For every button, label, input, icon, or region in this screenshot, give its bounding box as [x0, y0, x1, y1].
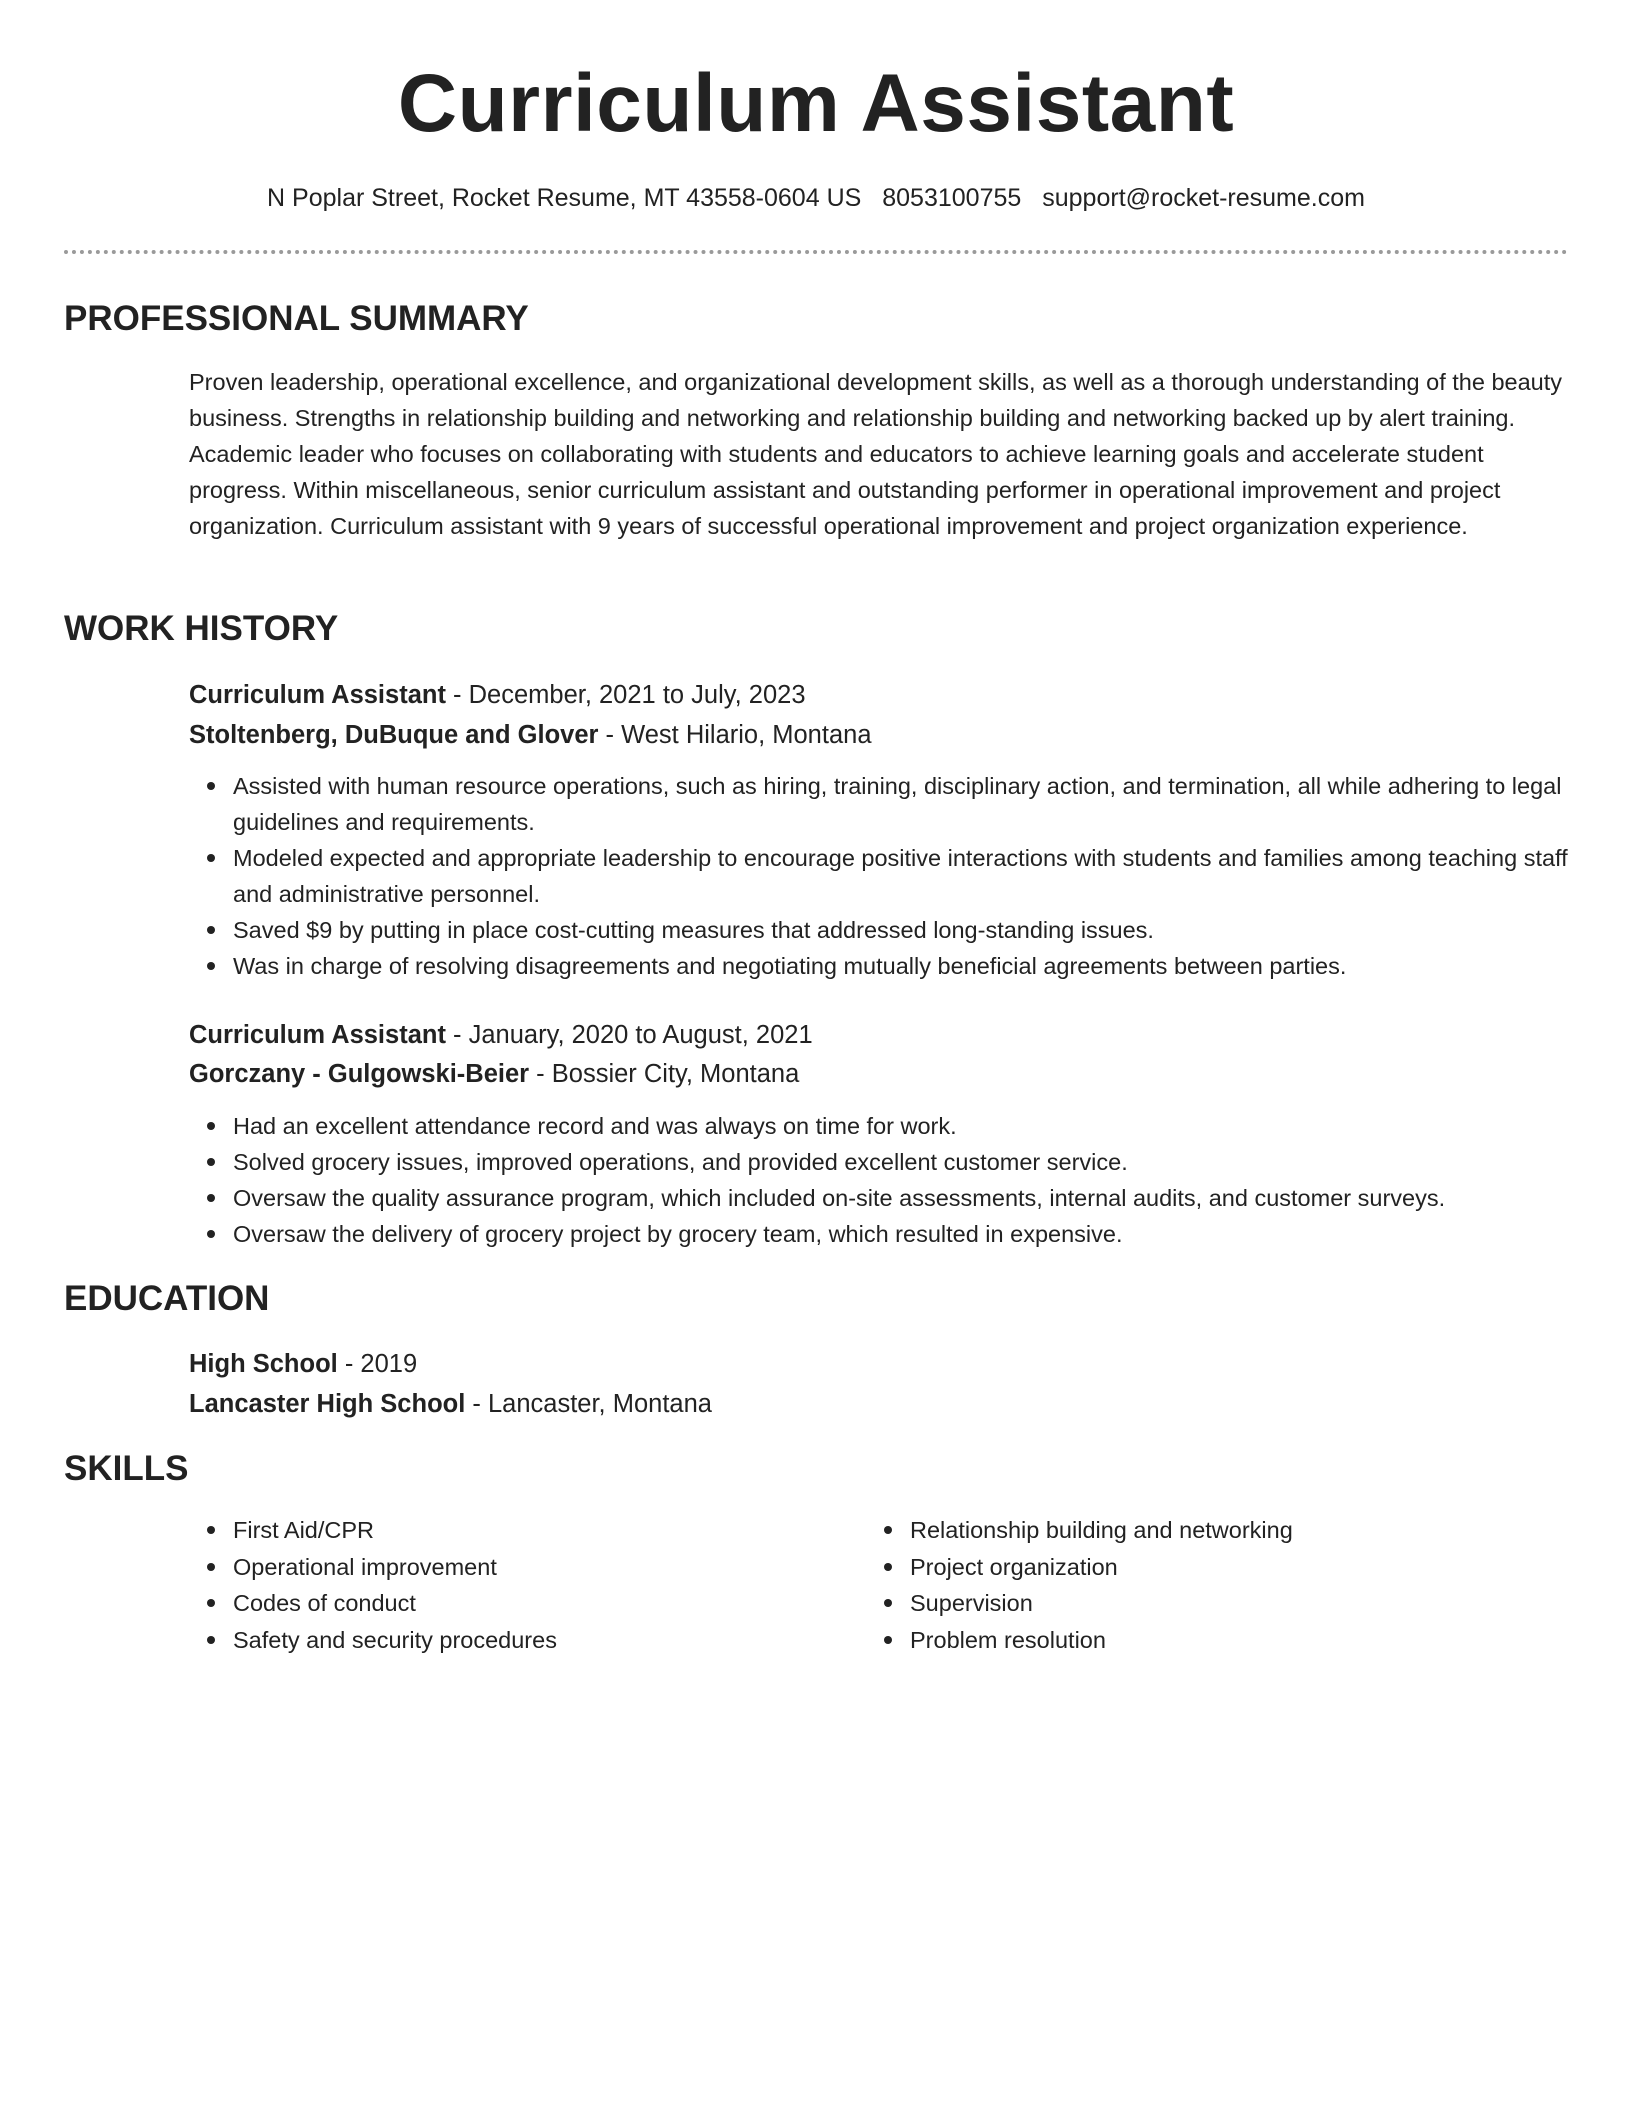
- education-location: - Lancaster, Montana: [465, 1390, 712, 1418]
- job-1-bullets: [189, 768, 1569, 984]
- education-degree: High School: [189, 1350, 338, 1378]
- list-item: Was in charge of resolving disagreements and negotiating mutually beneficial agreements between parties.: [233, 948, 1569, 984]
- list-item: Oversaw the quality assurance program, which included on-site assessments, internal audits, and customer surveys.: [233, 1180, 1569, 1216]
- job-2-company: Gorczany - Gulgowski-Beier: [189, 1060, 530, 1088]
- job-2-company-line: [189, 1056, 799, 1092]
- section-title-education: EDUCATION: [64, 1279, 270, 1318]
- contact-email: support@rocket-resume.com: [1042, 184, 1365, 212]
- list-item: Had an excellent attendance record and was always on time for work.: [233, 1108, 1569, 1144]
- education-school: Lancaster High School: [189, 1390, 466, 1418]
- job-1-company: Stoltenberg, DuBuque and Glover: [189, 721, 599, 749]
- job-2-title-line: [189, 1017, 813, 1053]
- list-item: Solved grocery issues, improved operations, and provided excellent customer service.: [233, 1144, 1569, 1180]
- resume-name: Curriculum Assistant: [397, 58, 1235, 149]
- job-1-location: - West Hilario, Montana: [598, 721, 872, 749]
- skill-item: Project organization: [910, 1549, 1566, 1586]
- header-divider: [64, 250, 1568, 254]
- section-title-skills: SKILLS: [64, 1449, 189, 1488]
- section-title-work: WORK HISTORY: [64, 609, 339, 648]
- skills-list-left: [189, 1512, 849, 1658]
- job-2-position: Curriculum Assistant: [189, 1021, 446, 1049]
- education-school-line: [189, 1386, 712, 1422]
- contact-address: N Poplar Street, Rocket Resume, MT 43558-0604 US: [267, 184, 862, 212]
- job-1-title-line: [189, 677, 806, 713]
- list-item: Oversaw the delivery of grocery project by grocery team, which resulted in expensive.: [233, 1216, 1569, 1252]
- job-1-dates: - December, 2021 to July, 2023: [445, 681, 806, 709]
- skill-item: First Aid/CPR: [233, 1512, 849, 1549]
- skill-item: Problem resolution: [910, 1622, 1566, 1659]
- skill-item: Relationship building and networking: [910, 1512, 1566, 1549]
- skill-item: Safety and security procedures: [233, 1622, 849, 1659]
- skill-item: Codes of conduct: [233, 1585, 849, 1622]
- contact-line: [0, 180, 1632, 216]
- job-2-dates: - January, 2020 to August, 2021: [445, 1021, 813, 1049]
- skill-item: Operational improvement: [233, 1549, 849, 1586]
- contact-phone: 8053100755: [882, 184, 1022, 212]
- section-title-summary: PROFESSIONAL SUMMARY: [64, 299, 529, 338]
- job-2-location: - Bossier City, Montana: [529, 1060, 800, 1088]
- skills-list-right: [866, 1512, 1566, 1658]
- education-degree-line: [189, 1346, 417, 1382]
- job-1-company-line: [189, 717, 872, 753]
- skill-item: Supervision: [910, 1585, 1566, 1622]
- list-item: Modeled expected and appropriate leadership to encourage positive interactions with students and families among teaching staff and administrative personnel.: [233, 840, 1569, 912]
- education-year: - 2019: [337, 1350, 418, 1378]
- job-2-bullets: [189, 1108, 1569, 1252]
- job-1-position: Curriculum Assistant: [189, 681, 446, 709]
- list-item: Saved $9 by putting in place cost-cutting measures that addressed long-standing issues.: [233, 912, 1569, 948]
- list-item: Assisted with human resource operations, such as hiring, training, disciplinary action, and termination, all while adhering to legal guidelines and requirements.: [233, 768, 1569, 840]
- summary-text: Proven leadership, operational excellence, and organizational development skills, as well as a thorough understanding of the beauty business. Strengths in relationship building and networking and relationship building and networking backed up by alert training. Academic leader who focuses on collaborating with students and educators to achieve learning goals and accelerate student progress. Within miscellaneous, senior curriculum assistant and outstanding performer in operational improvement and project organization. Curriculum assistant with 9 years of successful operational improvement and project organization experience.: [189, 369, 1563, 539]
